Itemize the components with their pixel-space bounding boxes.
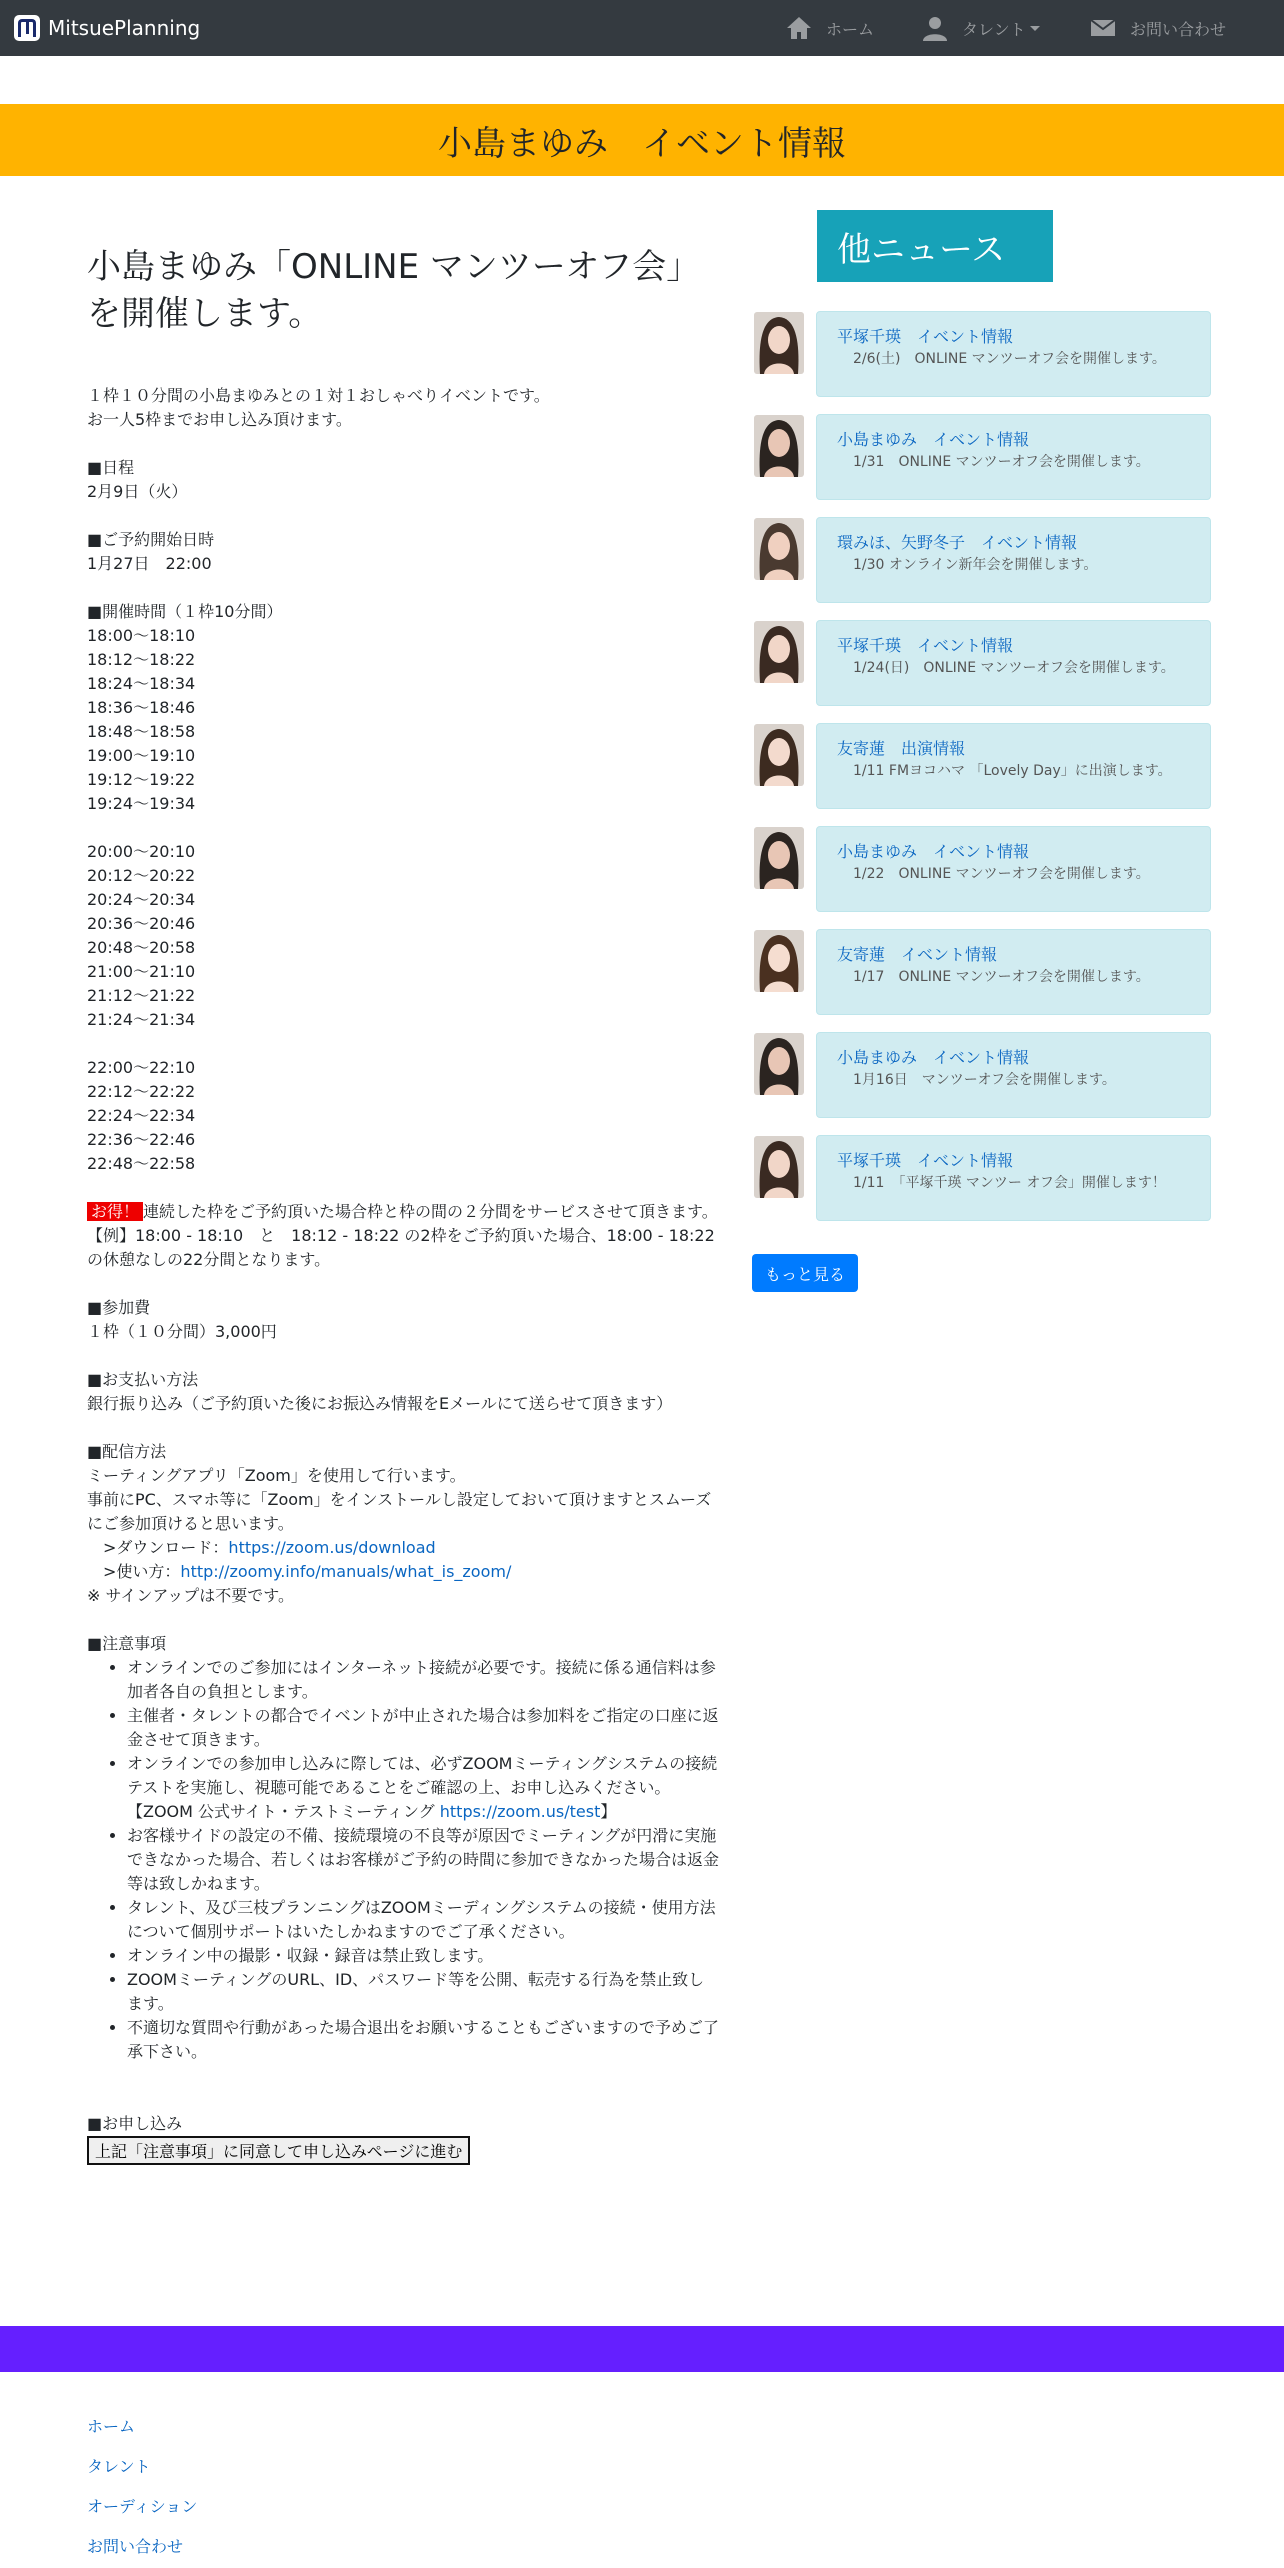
delivery-line: ミーティングアプリ「Zoom」を使用して行います。: [87, 1466, 466, 1485]
zoom-test-prefix: 【ZOOM 公式サイト・テストミーティング: [127, 1802, 440, 1821]
time-slot: 21:24～21:34: [87, 1010, 196, 1029]
list-item: • オンライン中の撮影・収録・録音は禁止致します。: [127, 1944, 719, 1968]
news-thumbnail[interactable]: [754, 621, 804, 683]
nav-home-label: ホーム: [826, 19, 875, 39]
news-title-link[interactable]: 平塚千瑛 イベント情報: [837, 636, 1014, 655]
news-title-link[interactable]: 環みほ、矢野冬子 イベント情報: [837, 533, 1078, 552]
nav-talent-label: タレント: [962, 19, 1026, 39]
user-icon: [922, 15, 948, 41]
time-slot: 21:12～21:22: [87, 986, 196, 1005]
news-description: 1/24(日) ONLINE マンツーオフ会を開催します。: [853, 660, 1175, 676]
nav-home[interactable]: [786, 13, 874, 43]
time-slot: 22:48～22:58: [87, 1154, 196, 1173]
news-thumbnail[interactable]: [754, 518, 804, 580]
time-slot: 18:12～18:22: [87, 650, 196, 669]
apply-button[interactable]: 上記「注意事項」に同意して申し込みページに進む: [87, 2136, 470, 2165]
notes-heading: ■注意事項: [87, 1634, 167, 1653]
news-title-link[interactable]: 小島まゆみ イベント情報: [837, 430, 1030, 449]
time-slots-group-3: [87, 1056, 719, 1176]
mail-icon: [1090, 18, 1116, 38]
footer-link-talent[interactable]: タレント: [87, 2457, 151, 2476]
news-card: [816, 414, 1211, 500]
time-slot: 22:24～22:34: [87, 1106, 196, 1125]
download-link[interactable]: https://zoom.us/download: [228, 1538, 436, 1557]
list-item: • お客様サイドの設定の不備、接続環境の不良等が原因でミーティングが円滑に実施できなかった場合、若しくはお客様がご予約の時間に参加できなかった場合は返金等は致しかねます。: [127, 1824, 719, 1896]
fee-heading: ■参加費: [87, 1298, 151, 1317]
time-slot: 20:36～20:46: [87, 914, 196, 933]
date-value: 2月9日（火）: [87, 482, 188, 501]
footer-bar: [0, 2326, 1284, 2372]
nav-contact-label: お問い合わせ: [1130, 19, 1227, 39]
payment-value: 銀行振り込み（ご予約頂いた後にお振込み情報をEメールにて送らせて頂きます）: [87, 1394, 673, 1413]
download-label: >ダウンロード：: [87, 1538, 229, 1557]
time-slot: 22:12～22:22: [87, 1082, 196, 1101]
brand-name: MitsuePlanning: [48, 16, 201, 40]
news-thumbnail[interactable]: [754, 930, 804, 992]
deal-paragraph: [87, 1200, 719, 1224]
time-slot: 18:48～18:58: [87, 722, 196, 741]
time-slot: 20:00～20:10: [87, 842, 196, 861]
news-title-link[interactable]: 小島まゆみ イベント情報: [837, 842, 1030, 861]
time-slot: 20:48～20:58: [87, 938, 196, 957]
intro-line: １枠１０分間の小島まゆみとの１対１おしゃべりイベントです。: [87, 386, 550, 405]
list-item: • オンラインでのご参加にはインターネット接続が必要です。接続に係る通信料は参加者各自の負担とします。: [127, 1656, 719, 1704]
time-slot: 21:00～21:10: [87, 962, 196, 981]
page-banner: [0, 104, 1284, 176]
deal-badge: お得！: [87, 1202, 143, 1221]
download-line: [87, 1536, 719, 1560]
time-slot: 20:12～20:22: [87, 866, 196, 885]
apply-heading: ■お申し込み: [87, 2114, 183, 2133]
home-icon: [786, 16, 812, 40]
zoom-test-suffix: 】: [600, 1802, 617, 1821]
date-heading: ■日程: [87, 458, 135, 477]
news-card: [816, 723, 1211, 809]
notes-list: [87, 1656, 719, 2064]
other-news-heading: [817, 210, 1053, 282]
time-slots-group-2: [87, 840, 719, 1032]
footer-link-home[interactable]: ホーム: [87, 2417, 136, 2436]
brand-logo-icon: [14, 15, 40, 41]
article-body: [87, 384, 719, 2165]
brand-link[interactable]: [14, 12, 200, 44]
start-value: 1月27日 22:00: [87, 554, 212, 573]
news-description: 1/30 オンライン新年会を開催します。: [853, 557, 1098, 573]
page-title: 小島まゆみ イベント情報: [438, 123, 846, 164]
news-card: [816, 1032, 1211, 1118]
article-title: 小島まゆみ「ONLINE マンツーオフ会」を開催します。: [87, 247, 701, 334]
news-thumbnail[interactable]: [754, 724, 804, 786]
deal-text: 連続した枠をご予約頂いた場合枠と枠の間の２分間をサービスさせて頂きます。: [143, 1202, 718, 1221]
signup-note: ※ サインアップは不要です。: [87, 1586, 294, 1605]
news-title-link[interactable]: 友寄蓮 イベント情報: [837, 945, 998, 964]
chevron-down-icon: [1030, 26, 1040, 31]
news-description: 1/17 ONLINE マンツーオフ会を開催します。: [853, 969, 1150, 985]
news-card: [816, 620, 1211, 706]
time-slot: 18:36～18:46: [87, 698, 196, 717]
article-header: [87, 244, 719, 338]
news-title-link[interactable]: 平塚千瑛 イベント情報: [837, 327, 1014, 346]
nav-contact[interactable]: [1090, 13, 1226, 43]
time-slot: 19:00～19:10: [87, 746, 196, 765]
zoom-test-link[interactable]: https://zoom.us/test: [439, 1802, 601, 1821]
other-news-title: 他ニュース: [837, 229, 1006, 270]
news-thumbnail[interactable]: [754, 1136, 804, 1198]
note-text: オンラインでの参加申し込みに際しては、必ずZOOMミーティングシステムの接続テストを実施し、視聴可能であることをご確認の上、お申し込みください。: [127, 1754, 718, 1797]
news-card: [816, 826, 1211, 912]
usage-link[interactable]: http://zoomy.info/manuals/what_is_zoom/: [180, 1562, 512, 1581]
news-description: 1/11 「平塚千瑛 マンツー オフ会」開催します！: [853, 1175, 1166, 1191]
news-title-link[interactable]: 友寄蓮 出演情報: [837, 739, 966, 758]
list-item: • 主催者・タレントの都合でイベントが中止された場合は参加料をご指定の口座に返金させて頂きます。: [127, 1704, 719, 1752]
delivery-heading: ■配信方法: [87, 1442, 167, 1461]
news-title-link[interactable]: 小島まゆみ イベント情報: [837, 1048, 1030, 1067]
time-slots-group-1: [87, 624, 719, 816]
news-card: [816, 517, 1211, 603]
footer-link-audition[interactable]: オーディション: [87, 2497, 198, 2516]
more-button[interactable]: もっと見る: [752, 1254, 858, 1292]
news-description: 2/6(土) ONLINE マンツーオフ会を開催します。: [853, 351, 1166, 367]
navbar: [0, 0, 1284, 56]
delivery-line: 事前にPC、スマホ等に「Zoom」をインストールし設定しておいて頂けますとスムーズにご参加頂けると思います。: [87, 1490, 712, 1533]
usage-line: [87, 1560, 719, 1584]
list-item: • 不適切な質問や行動があった場合退出をお願いすることもございますので予めご了承下さい。: [127, 2016, 719, 2064]
time-heading: ■開催時間（１枠10分間）: [87, 602, 283, 621]
time-slot: 19:24～19:34: [87, 794, 196, 813]
footer-link-contact[interactable]: お問い合わせ: [87, 2537, 184, 2556]
list-item: [127, 1752, 719, 1824]
news-title-link[interactable]: 平塚千瑛 イベント情報: [837, 1151, 1014, 1170]
news-description: 1/11 FMヨコハマ 「Lovely Day」に出演します。: [853, 763, 1172, 779]
news-thumbnail[interactable]: [754, 1033, 804, 1095]
start-heading: ■ご予約開始日時: [87, 530, 215, 549]
deal-example: 【例】18:00 - 18:10 と 18:12 - 18:22 の2枠をご予約頂いた場合、18:00 - 18:22の休憩なしの22分間となります。: [87, 1226, 715, 1269]
time-slot: 20:24～20:34: [87, 890, 196, 909]
news-card: [816, 311, 1211, 397]
time-slot: 18:24～18:34: [87, 674, 196, 693]
usage-label: >使い方：: [87, 1562, 181, 1581]
news-description: 1/22 ONLINE マンツーオフ会を開催します。: [853, 866, 1150, 882]
time-slot: 22:36～22:46: [87, 1130, 196, 1149]
list-item: • タレント、及び三枝プランニングはZOOMミーディングシステムの接続・使用方法について個別サポートはいたしかねますのでご了承ください。: [127, 1896, 719, 1944]
news-card: [816, 1135, 1211, 1221]
list-item: • ZOOMミーティングのURL、ID、パスワード等を公開、転売する行為を禁止致します。: [127, 1968, 719, 2016]
news-thumbnail[interactable]: [754, 415, 804, 477]
fee-value: １枠（１０分間）3,000円: [87, 1322, 277, 1341]
news-thumbnail[interactable]: [754, 827, 804, 889]
payment-heading: ■お支払い方法: [87, 1370, 199, 1389]
time-slot: 18:00～18:10: [87, 626, 196, 645]
news-description: 1/31 ONLINE マンツーオフ会を開催します。: [853, 454, 1150, 470]
time-slot: 22:00～22:10: [87, 1058, 196, 1077]
nav-talent-dropdown[interactable]: [922, 13, 1040, 43]
intro-line: お一人5枠までお申し込み頂けます。: [87, 410, 352, 429]
news-description: 1月16日 マンツーオフ会を開催します。: [853, 1072, 1116, 1088]
news-card: [816, 929, 1211, 1015]
time-slot: 19:12～19:22: [87, 770, 196, 789]
news-thumbnail[interactable]: [754, 312, 804, 374]
